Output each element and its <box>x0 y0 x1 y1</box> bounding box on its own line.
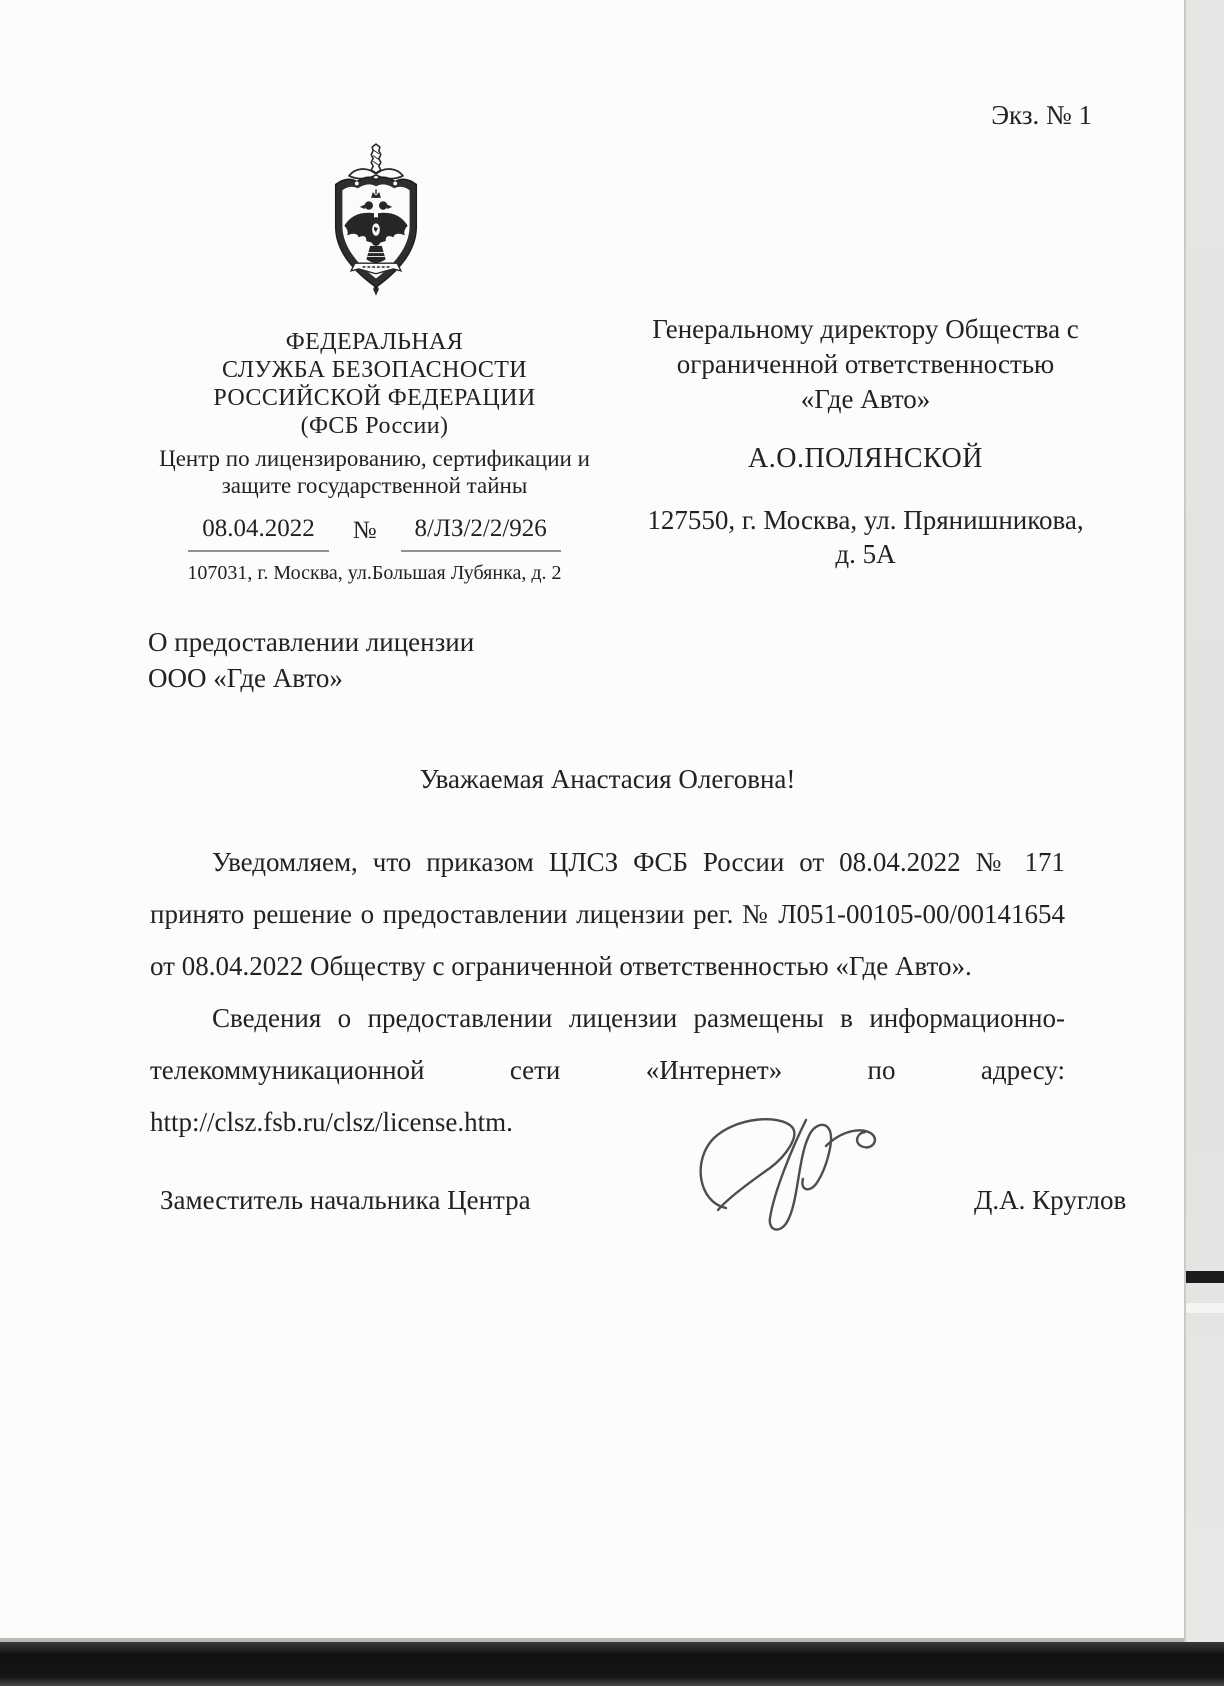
sender-org-line: РОССИЙСКОЙ ФЕДЕРАЦИИ <box>213 385 536 411</box>
recipient-line: ограниченной ответственностью <box>676 349 1055 379</box>
subject-line: ООО «Где Авто» <box>148 663 343 693</box>
sender-org-line: (ФСБ России) <box>300 413 449 439</box>
signer-title: Заместитель начальника Центра <box>160 1185 531 1215</box>
recipient-address <box>623 503 1108 571</box>
sender-org-line: ФЕДЕРАЛЬНАЯ <box>285 329 464 355</box>
letter-date: 08.04.2022 <box>188 515 329 552</box>
handwritten-signature-icon <box>688 1112 902 1244</box>
number-sign: № <box>352 517 377 544</box>
body-paragraph: Сведения о предоставлении лицензии размещены в информационно-телекоммуникационной сети «Интернет» по адресу: http://clsz.fsb.ru/clsz/license.htm. <box>150 1003 1065 1137</box>
body-paragraph: Уведомляем, что приказом ЦЛСЗ ФСБ России от 08.04.2022 № 171 принято решение о предоставлении лицензии рег. № Л051-00105-00/00141654 от 08.04.2022 Обществу с ограниченной ответственностью «Где Авто». <box>150 847 1065 981</box>
sender-address: 107031, г. Москва, ул.Большая Лубянка, д. 2 <box>187 562 562 584</box>
copy-number: Экз. № 1 <box>991 100 1092 130</box>
scanner-edge-strip <box>1186 0 1224 1642</box>
letter-subject <box>148 624 474 696</box>
recipient-address-line: д. 5А <box>835 539 896 569</box>
recipient-line: Генеральному директору Общества с <box>652 314 1079 344</box>
letter-number: 8/ЛЗ/2/2/926 <box>401 515 561 552</box>
fsb-emblem-icon <box>328 142 424 296</box>
scanner-artifact-gap <box>1186 1303 1224 1313</box>
scanner-bottom-band <box>0 1642 1224 1686</box>
sender-org-line: СЛУЖБА БЕЗОПАСНОСТИ <box>221 357 528 383</box>
recipient-address-line: 127550, г. Москва, ул. Прянишникова, <box>647 505 1084 535</box>
sender-division <box>126 445 623 499</box>
recipient-name: А.О.ПОЛЯНСКОЙ <box>748 443 983 474</box>
letter-reference-line <box>126 515 623 552</box>
sender-division-line: Центр по лицензированию, сертификации и <box>159 446 590 471</box>
sender-block <box>126 300 623 585</box>
letter-header <box>126 300 1108 585</box>
recipient-block <box>623 300 1108 585</box>
salutation: Уважаемая Анастасия Олеговна! <box>419 764 796 794</box>
sender-division-line: защите государственной тайны <box>221 473 528 498</box>
signer-name: Д.А. Круглов <box>974 1185 1127 1215</box>
subject-line: О предоставлении лицензии <box>148 627 475 657</box>
scanner-artifact-mark <box>1186 1271 1224 1283</box>
recipient-line: «Где Авто» <box>800 384 931 414</box>
letter-body <box>150 836 1065 1148</box>
